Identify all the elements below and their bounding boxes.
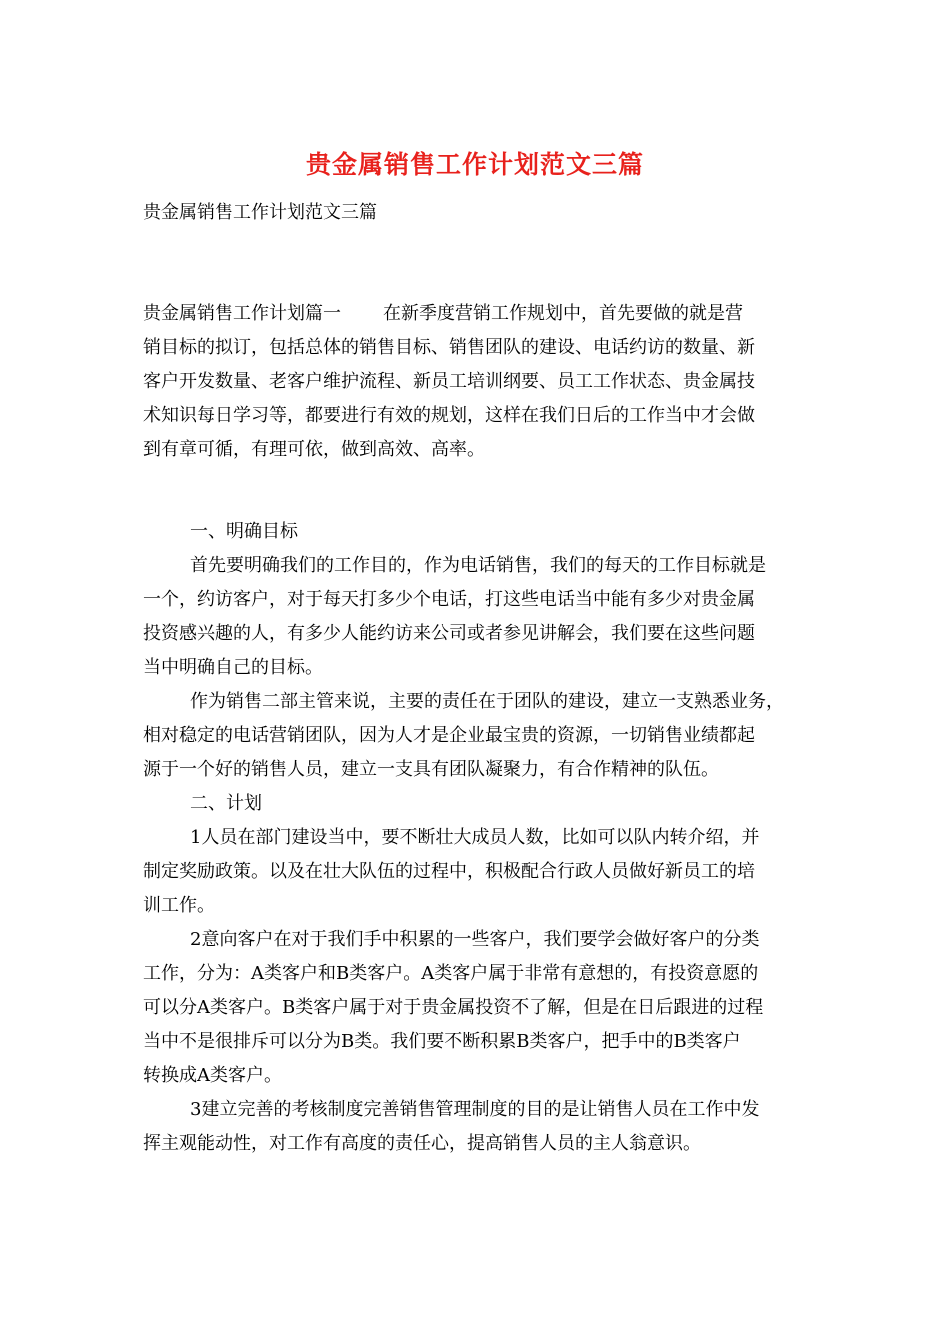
para2-line-1: 相对稳定的电话营销团队，因为人才是企业最宝贵的资源，一切销售业绩都起 xyxy=(143,725,755,746)
para1-line-3: 当中明确自己的目标。 xyxy=(143,657,323,678)
para1-line-2: 投资感兴趣的人，有多少人能约访来公司或者参见讲解会，我们要在这些问题 xyxy=(143,623,755,644)
para2-line-2: 源于一个好的销售人员，建立一支具有团队凝聚力，有合作精神的队伍。 xyxy=(143,759,719,780)
para1-line-0: 首先要明确我们的工作目的，作为电话销售，我们的每天的工作目标就是 xyxy=(190,555,766,576)
para4-line-0: 2意向客户在对于我们手中积累的一些客户，我们要学会做好客户的分类 xyxy=(190,929,760,950)
para4-line-3: 当中不是很排斥可以分为B类。我们要不断积累B类客户，把手中的B类客户 xyxy=(143,1031,741,1052)
section1-first-line xyxy=(143,297,823,331)
para5-line-1: 挥主观能动性，对工作有高度的责任心，提高销售人员的主人翁意识。 xyxy=(143,1133,701,1154)
section1-heading: 贵金属销售工作计划篇一 xyxy=(143,303,341,324)
para3-line-0: 1人员在部门建设当中，要不断壮大成员人数，比如可以队内转介绍，并 xyxy=(190,827,760,848)
heading-goals: 一、明确目标 xyxy=(190,521,298,542)
para1-line-1: 一个，约访客户，对于每天打多少个电话，打这些电话当中能有多少对贵金属 xyxy=(143,589,755,610)
document-subtitle: 贵金属销售工作计划范文三篇 xyxy=(143,202,377,223)
para5-line-0: 3建立完善的考核制度完善销售管理制度的目的是让销售人员在工作中发 xyxy=(190,1099,760,1120)
document-title: 贵金属销售工作计划范文三篇 xyxy=(305,150,644,179)
heading-plan: 二、计划 xyxy=(190,793,262,814)
para3-line-1: 制定奖励政策。以及在壮大队伍的过程中，积极配合行政人员做好新员工的培 xyxy=(143,861,755,882)
section1-line-0: 在新季度营销工作规划中，首先要做的就是营 xyxy=(383,303,743,324)
para2-line-0: 作为销售二部主管来说，主要的责任在于团队的建设，建立一支熟悉业务， xyxy=(190,691,784,712)
section1-line-1: 销目标的拟订，包括总体的销售目标、销售团队的建设、电话约访的数量、新 xyxy=(143,337,755,358)
section1-line-2: 客户开发数量、老客户维护流程、新员工培训纲要、员工工作状态、贵金属技 xyxy=(143,371,755,392)
section1-line-4: 到有章可循，有理可依，做到高效、高率。 xyxy=(143,439,485,460)
main-block xyxy=(143,515,823,1161)
para4-line-4: 转换成A类客户。 xyxy=(143,1065,282,1086)
para3-line-2: 训工作。 xyxy=(143,895,215,916)
section1-block xyxy=(143,297,823,467)
section1-line-3: 术知识每日学习等，都要进行有效的规划，这样在我们日后的工作当中才会做 xyxy=(143,405,755,426)
para4-line-2: 可以分A类客户。B类客户属于对于贵金属投资不了解，但是在日后跟进的过程 xyxy=(143,997,764,1018)
para4-line-1: 工作，分为：A类客户和B类客户。A类客户属于非常有意想的，有投资意愿的 xyxy=(143,963,759,984)
